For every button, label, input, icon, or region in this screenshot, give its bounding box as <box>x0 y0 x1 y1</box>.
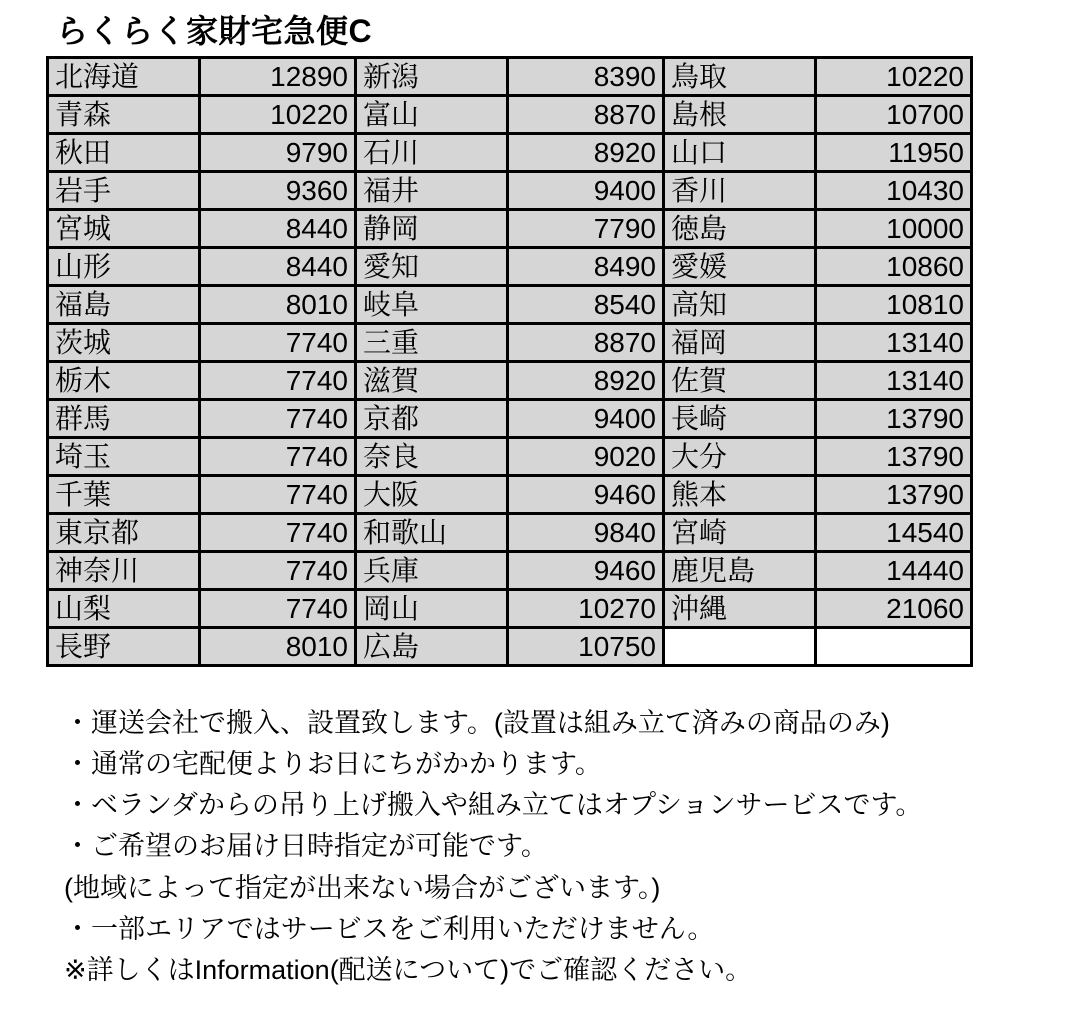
note-item: ・ご希望のお届け日時指定が可能です。 <box>64 831 548 862</box>
region-name: 山口 <box>664 134 816 172</box>
shipping-rate-table <box>46 56 973 667</box>
table-row <box>48 172 972 210</box>
region-name: 岐阜 <box>356 286 508 324</box>
note-item: ・一部エリアではサービスをご利用いただけません。 <box>64 913 715 944</box>
region-name: 高知 <box>664 286 816 324</box>
region-price: 8920 <box>508 362 664 400</box>
region-price: 8920 <box>508 134 664 172</box>
region-price: 8440 <box>200 210 356 248</box>
region-name: 神奈川 <box>48 552 200 590</box>
region-name: 沖縄 <box>664 590 816 628</box>
region-name: 青森 <box>48 96 200 134</box>
table-row <box>48 628 972 666</box>
region-name: 奈良 <box>356 438 508 476</box>
page-title: らくらく家財宅急便C <box>56 13 373 49</box>
region-name: 東京都 <box>48 514 200 552</box>
note-item: ・通常の宅配便よりお日にちがかかります。 <box>64 749 602 780</box>
region-price: 10270 <box>508 590 664 628</box>
region-name: 三重 <box>356 324 508 362</box>
region-price: 11950 <box>816 134 972 172</box>
region-price: 8540 <box>508 286 664 324</box>
region-name: 愛媛 <box>664 248 816 286</box>
region-name: 新潟 <box>356 58 508 96</box>
region-price: 7740 <box>200 590 356 628</box>
note-item: ・運送会社で搬入、設置致します。(設置は組み立て済みの商品のみ) <box>64 708 890 739</box>
region-price: 10220 <box>816 58 972 96</box>
table-row <box>48 590 972 628</box>
region-price: 9460 <box>508 476 664 514</box>
region-name: 京都 <box>356 400 508 438</box>
region-price: 10860 <box>816 248 972 286</box>
region-name: 徳島 <box>664 210 816 248</box>
region-price: 7790 <box>508 210 664 248</box>
region-price: 21060 <box>816 590 972 628</box>
region-price: 8490 <box>508 248 664 286</box>
region-name: 和歌山 <box>356 514 508 552</box>
region-price: 10750 <box>508 628 664 666</box>
region-name: 鳥取 <box>664 58 816 96</box>
table-row <box>48 552 972 590</box>
region-name: 大阪 <box>356 476 508 514</box>
table-row <box>48 476 972 514</box>
table-row <box>48 248 972 286</box>
region-name: 群馬 <box>48 400 200 438</box>
table-row <box>48 58 972 96</box>
region-name: 佐賀 <box>664 362 816 400</box>
empty-cell <box>816 628 972 666</box>
region-price: 10700 <box>816 96 972 134</box>
region-price: 9460 <box>508 552 664 590</box>
note-item: ※詳しくはInformation(配送について)でご確認ください。 <box>64 954 753 985</box>
region-price: 8440 <box>200 248 356 286</box>
region-name: 長崎 <box>664 400 816 438</box>
region-price: 10000 <box>816 210 972 248</box>
table-row <box>48 286 972 324</box>
region-price: 7740 <box>200 362 356 400</box>
region-price: 7740 <box>200 552 356 590</box>
region-name: 栃木 <box>48 362 200 400</box>
region-price: 13140 <box>816 362 972 400</box>
region-name: 山形 <box>48 248 200 286</box>
region-price: 8390 <box>508 58 664 96</box>
empty-cell <box>664 628 816 666</box>
table-row <box>48 324 972 362</box>
region-name: 兵庫 <box>356 552 508 590</box>
region-price: 7740 <box>200 476 356 514</box>
region-price: 9020 <box>508 438 664 476</box>
region-price: 7740 <box>200 324 356 362</box>
region-price: 12890 <box>200 58 356 96</box>
table-row <box>48 438 972 476</box>
region-price: 9840 <box>508 514 664 552</box>
region-name: 香川 <box>664 172 816 210</box>
notes-list <box>64 703 1062 990</box>
region-price: 13140 <box>816 324 972 362</box>
region-name: 岩手 <box>48 172 200 210</box>
region-name: 福島 <box>48 286 200 324</box>
note-item: (地域によって指定が出来ない場合がございます。) <box>64 872 661 903</box>
region-price: 10430 <box>816 172 972 210</box>
region-name: 滋賀 <box>356 362 508 400</box>
region-price: 13790 <box>816 438 972 476</box>
region-price: 14440 <box>816 552 972 590</box>
region-name: 秋田 <box>48 134 200 172</box>
region-price: 8010 <box>200 628 356 666</box>
region-name: 島根 <box>664 96 816 134</box>
region-price: 7740 <box>200 514 356 552</box>
region-name: 静岡 <box>356 210 508 248</box>
region-name: 宮崎 <box>664 514 816 552</box>
region-name: 福井 <box>356 172 508 210</box>
region-price: 13790 <box>816 476 972 514</box>
region-price: 8870 <box>508 324 664 362</box>
region-name: 宮城 <box>48 210 200 248</box>
region-name: 埼玉 <box>48 438 200 476</box>
region-price: 13790 <box>816 400 972 438</box>
table-row <box>48 400 972 438</box>
region-name: 千葉 <box>48 476 200 514</box>
region-name: 富山 <box>356 96 508 134</box>
note-item: ・ベランダからの吊り上げ搬入や組み立てはオプションサービスです。 <box>64 790 923 821</box>
region-price: 9360 <box>200 172 356 210</box>
region-name: 岡山 <box>356 590 508 628</box>
region-price: 10220 <box>200 96 356 134</box>
table-row <box>48 362 972 400</box>
region-name: 大分 <box>664 438 816 476</box>
table-body <box>48 58 972 666</box>
region-price: 8870 <box>508 96 664 134</box>
region-name: 山梨 <box>48 590 200 628</box>
region-price: 9400 <box>508 172 664 210</box>
region-price: 10810 <box>816 286 972 324</box>
region-name: 福岡 <box>664 324 816 362</box>
region-name: 広島 <box>356 628 508 666</box>
region-price: 9400 <box>508 400 664 438</box>
region-name: 熊本 <box>664 476 816 514</box>
region-name: 鹿児島 <box>664 552 816 590</box>
region-price: 9790 <box>200 134 356 172</box>
region-name: 愛知 <box>356 248 508 286</box>
region-price: 14540 <box>816 514 972 552</box>
region-price: 8010 <box>200 286 356 324</box>
region-name: 北海道 <box>48 58 200 96</box>
table-row <box>48 514 972 552</box>
region-name: 石川 <box>356 134 508 172</box>
table-row <box>48 134 972 172</box>
region-name: 長野 <box>48 628 200 666</box>
region-price: 7740 <box>200 438 356 476</box>
region-name: 茨城 <box>48 324 200 362</box>
table-row <box>48 96 972 134</box>
table-row <box>48 210 972 248</box>
region-price: 7740 <box>200 400 356 438</box>
